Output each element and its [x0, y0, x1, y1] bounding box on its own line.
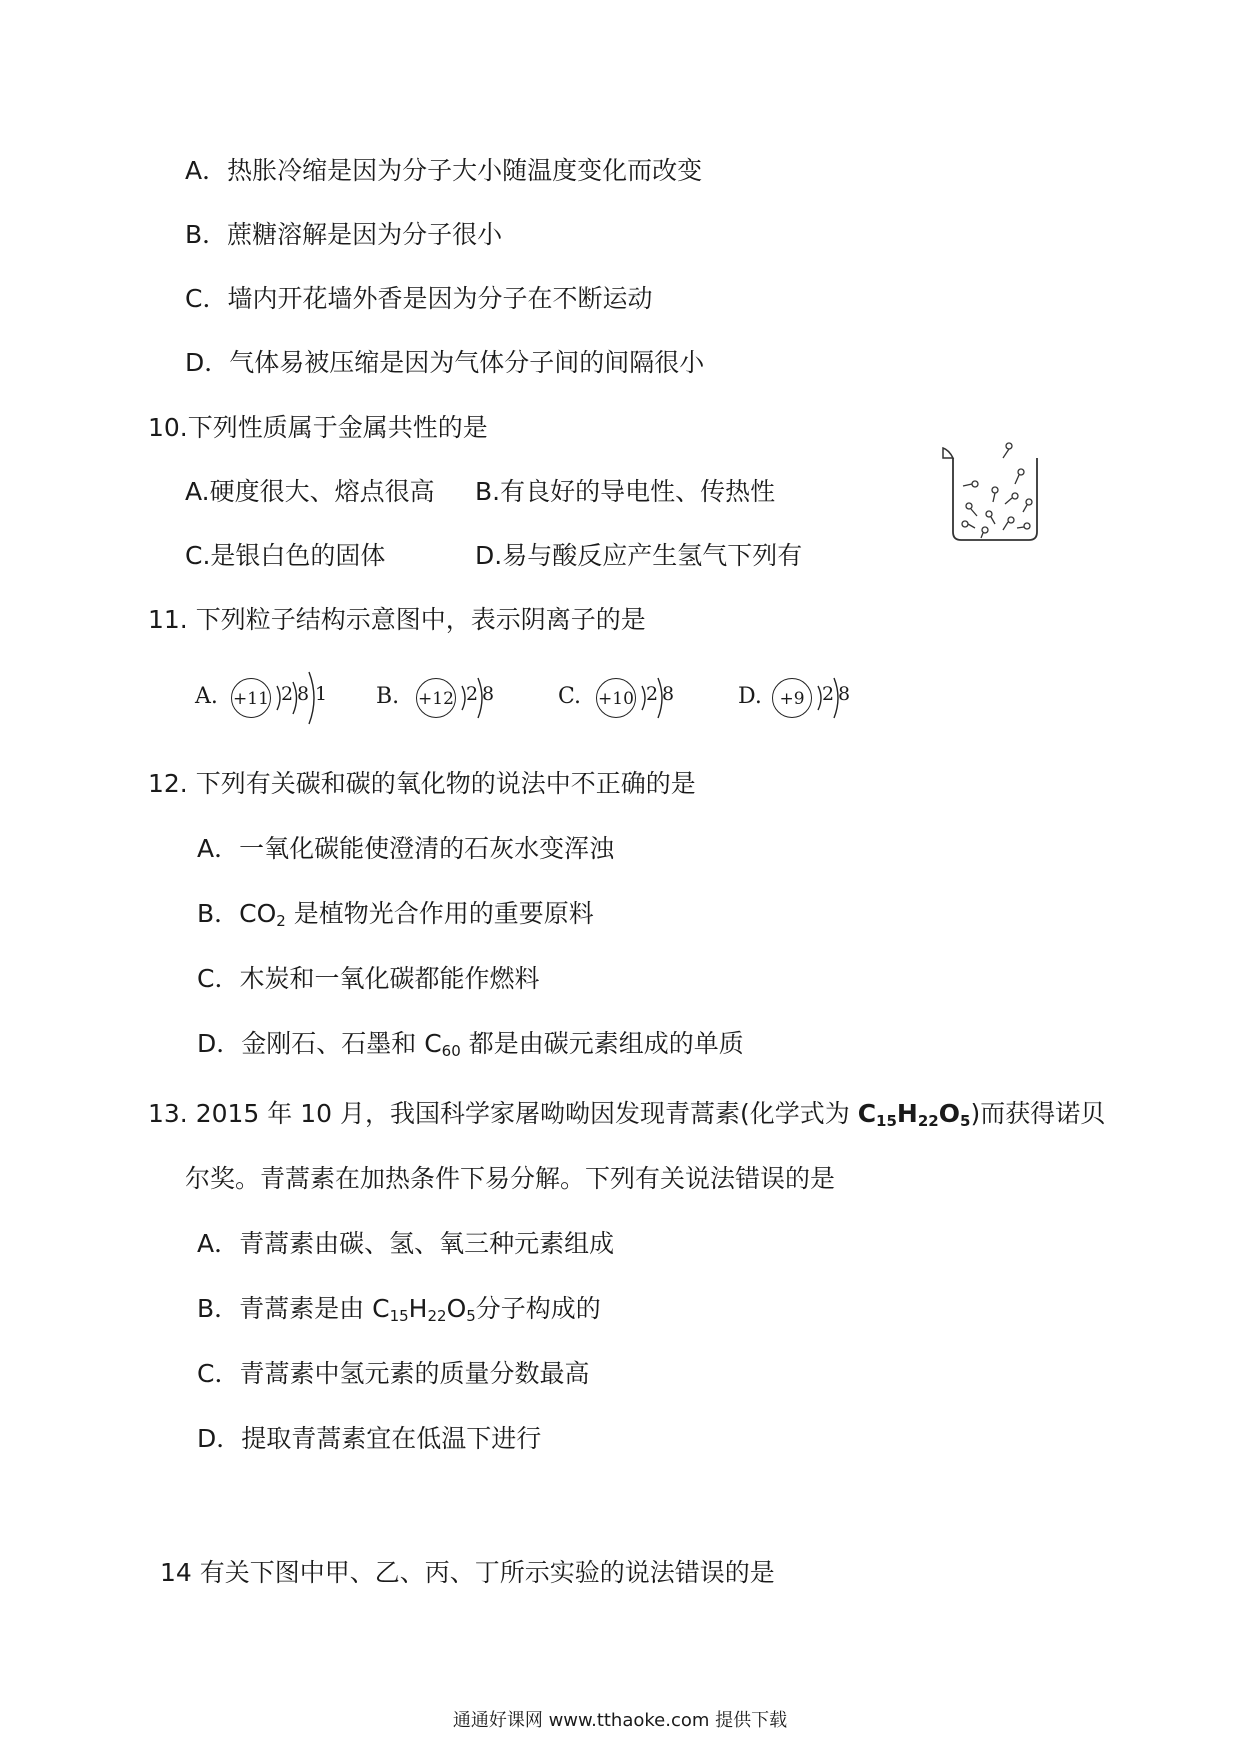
shell-1-count: 2 — [466, 683, 479, 705]
q9-option-a: A．热胀冷缩是因为分子大小随温度变化而改变 — [185, 156, 703, 185]
q10-option-b: B.有良好的导电性、传热性 — [475, 477, 776, 506]
q9-option-b: B．蔗糖溶解是因为分子很小 — [185, 220, 503, 249]
atom-label: B. — [376, 684, 400, 709]
q10-option-a: A.硬度很大、熔点很高 — [185, 477, 435, 506]
shell-1-count: 2 — [281, 683, 294, 705]
atom-nucleus: +9 — [772, 678, 812, 718]
atom-label: C. — [558, 684, 582, 709]
atom-label: A. — [195, 684, 218, 709]
q10-stem: 10.下列性质属于金属共性的是 — [148, 413, 488, 442]
atom-nucleus: +12 — [416, 678, 456, 718]
q12-option-b: B．$CO_2$ 是植物光合作用的重要原料 — [197, 899, 594, 930]
atom-diagram-d — [738, 668, 858, 728]
footer-source: 通通好课网 www.tthaoke.com 提供下载 — [452, 1710, 788, 1731]
shell-2-count: 8 — [838, 683, 851, 705]
atom-diagram-b — [376, 668, 496, 728]
atom-diagram-a — [195, 668, 328, 728]
q10-option-c: C.是银白色的固体 — [185, 541, 386, 570]
shell-1-count: 2 — [822, 683, 835, 705]
shell-2-count: 8 — [482, 683, 495, 705]
beaker-particles-icon — [935, 432, 1047, 546]
artemisinin-formula: $C_{15}H_{22}O_5$ — [857, 1099, 971, 1130]
q10-option-d: D.易与酸反应产生氢气下列有 — [475, 541, 803, 570]
atom-diagram-c — [558, 668, 678, 728]
q12-option-d: D．金刚石、石墨和 $C_{60}$ 都是由碳元素组成的单质 — [197, 1029, 744, 1060]
shell-3-count: 1 — [315, 683, 328, 705]
q9-option-c: C．墙内开花墙外香是因为分子在不断运动 — [185, 284, 653, 313]
q9-option-d: D．气体易被压缩是因为气体分子间的间隔很小 — [185, 348, 705, 377]
atom-nucleus: +11 — [231, 678, 271, 718]
shell-1-count: 2 — [646, 683, 659, 705]
q13-option-d: D．提取青蒿素宜在低温下进行 — [197, 1424, 542, 1453]
atom-label: D. — [738, 684, 762, 709]
q13-stem: 13. 2015 年 10 月，我国科学家屠呦呦因发现青蒿素(化学式为 $C_{15}H_{22}O_5$)而获得诺贝 — [148, 1099, 1106, 1130]
q12-stem: 12. 下列有关碳和碳的氧化物的说法中不正确的是 — [148, 769, 696, 798]
q12-option-a: A．一氧化碳能使澄清的石灰水变浑浊 — [197, 834, 615, 863]
q11-stem: 11. 下列粒子结构示意图中，表示阴离子的是 — [148, 605, 646, 634]
q13-stem-line2: 尔奖。青蒿素在加热条件下易分解。下列有关说法错误的是 — [185, 1164, 836, 1193]
shell-2-count: 8 — [662, 683, 675, 705]
q13-option-c: C．青蒿素中氢元素的质量分数最高 — [197, 1359, 590, 1388]
q12-option-c: C．木炭和一氧化碳都能作燃料 — [197, 964, 540, 993]
atom-nucleus: +10 — [596, 678, 636, 718]
q13-option-b: B．青蒿素是由 $C_{15}H_{22}O_5$分子构成的 — [197, 1294, 601, 1325]
q13-option-a: A．青蒿素由碳、氢、氧三种元素组成 — [197, 1229, 615, 1258]
shell-2-count: 8 — [297, 683, 310, 705]
q14-stem: 14 有关下图中甲、乙、丙、丁所示实验的说法错误的是 — [160, 1558, 775, 1587]
